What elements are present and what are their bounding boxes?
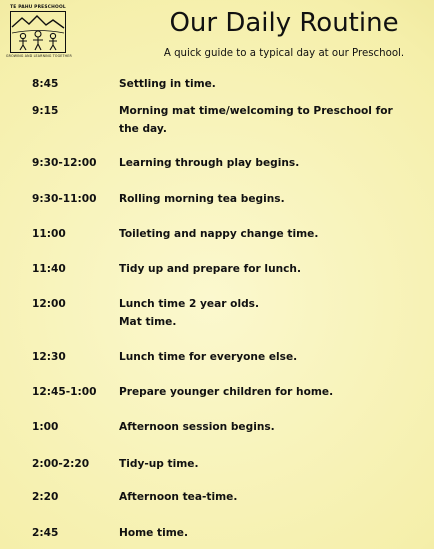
logo-school-name: TE PAHU PRESCHOOL [10,5,66,10]
routine-activity: Afternoon session begins. [119,421,275,433]
logo-emblem-icon [10,11,66,53]
routine-activity: Learning through play begins. [119,157,300,169]
school-logo [6,5,70,59]
routine-time: 12:45-1:00 [32,386,97,398]
routine-activity: Tidy up and prepare for lunch. [119,263,301,275]
routine-time: 11:40 [32,263,66,275]
routine-activity: Tidy-up time. [119,458,199,470]
routine-activity: Rolling morning tea begins. [119,193,285,205]
routine-time: 2:45 [32,527,59,539]
routine-time: 2:00-2:20 [32,458,90,470]
routine-activity [119,295,411,331]
routine-time: 12:00 [32,298,66,310]
routine-activity-line: Lunch time 2 year olds. [119,298,259,310]
routine-time: 12:30 [32,351,66,363]
routine-time: 9:30-11:00 [32,193,97,205]
routine-time: 9:15 [32,105,59,117]
routine-time: 11:00 [32,228,66,240]
routine-activity: Morning mat time/welcoming to Preschool for the day. [119,105,393,135]
routine-activity: Afternoon tea-time. [119,491,238,503]
routine-activity: Home time. [119,527,188,539]
routine-time: 2:20 [32,491,59,503]
routine-activity: Prepare younger children for home. [119,386,334,398]
routine-time: 1:00 [32,421,59,433]
routine-time: 9:30-12:00 [32,157,97,169]
routine-activity: Settling in time. [119,78,216,90]
page-subtitle: A quick guide to a typical day at our Preschool. [163,48,405,59]
logo-tagline: GROWING AND LEARNING TOGETHER [6,54,72,58]
routine-activity-line: Mat time. [119,316,177,328]
routine-activity: Toileting and nappy change time. [119,228,319,240]
routine-time: 8:45 [32,78,59,90]
routine-activity: Lunch time for everyone else. [119,351,298,363]
page-title: Our Daily Routine [169,8,399,38]
